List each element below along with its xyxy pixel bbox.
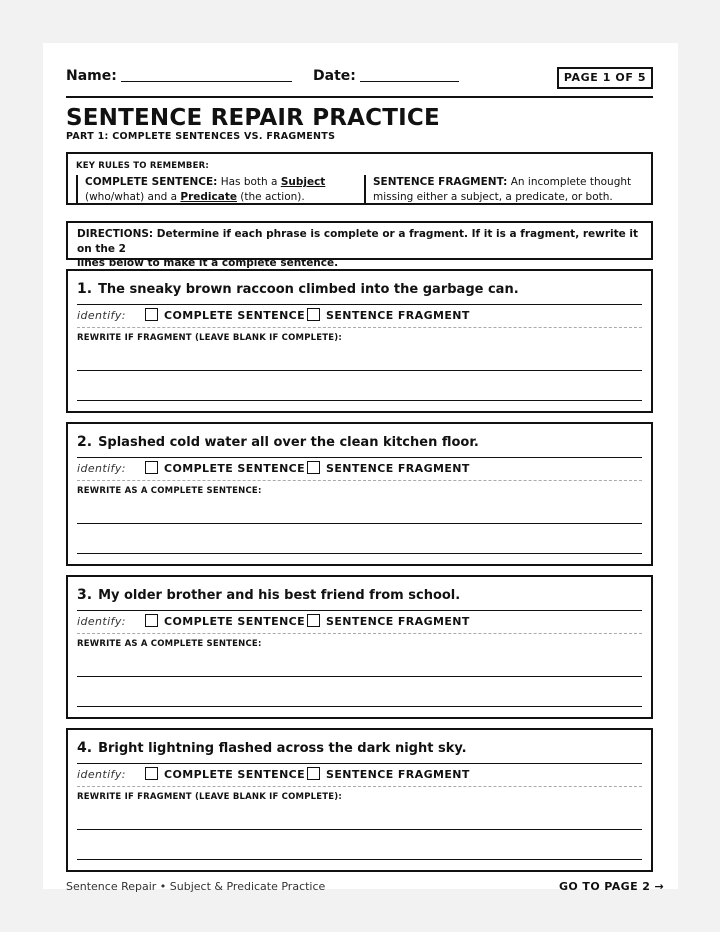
complete-option[interactable] — [145, 308, 305, 322]
date-label: Date: — [313, 68, 356, 84]
rewrite-label: REWRITE IF FRAGMENT (LEAVE BLANK IF COMPLETE): — [77, 333, 342, 343]
rewrite-line-1[interactable] — [77, 829, 642, 830]
rewrite-line-1[interactable] — [77, 370, 642, 371]
question-sentence: Bright lightning flashed across the dark night sky. — [98, 741, 467, 756]
rewrite-line-1[interactable] — [77, 676, 642, 677]
question-box-2 — [66, 422, 653, 566]
identify-label: identify: — [77, 768, 126, 781]
complete-sentence-rule — [76, 175, 356, 205]
question-divider — [77, 610, 642, 611]
directions-line-1: DIRECTIONS: Determine if each phrase is complete or a fragment. If it is a fragment, rewrite it on the 2 — [77, 228, 639, 255]
complete-option-label: COMPLETE SENTENCE — [164, 309, 306, 322]
identify-row — [77, 765, 642, 787]
next-page-link[interactable]: GO TO PAGE 2 → — [559, 880, 665, 893]
fragment-rule — [364, 175, 644, 205]
complete-text-a: Has both a — [217, 176, 281, 188]
fragment-option[interactable] — [307, 308, 470, 322]
footer-title: Sentence Repair • Subject & Predicate Practice — [66, 880, 326, 893]
rewrite-label: REWRITE IF FRAGMENT (LEAVE BLANK IF COMPLETE): — [77, 792, 342, 802]
identify-label: identify: — [77, 309, 126, 322]
fragment-option[interactable] — [307, 461, 470, 475]
key-rules-box — [66, 152, 653, 205]
fragment-term: SENTENCE FRAGMENT: — [373, 176, 508, 188]
complete-checkbox[interactable] — [145, 614, 158, 627]
header-divider — [66, 96, 653, 98]
fragment-option-label: SENTENCE FRAGMENT — [326, 309, 470, 322]
question-number: 4. — [77, 740, 93, 756]
identify-row — [77, 459, 642, 481]
identify-row — [77, 612, 642, 634]
page-title: SENTENCE REPAIR PRACTICE — [66, 105, 440, 131]
question-divider — [77, 304, 642, 305]
identify-label: identify: — [77, 615, 126, 628]
question-prompt — [77, 740, 467, 756]
question-sentence: The sneaky brown raccoon climbed into the garbage can. — [98, 282, 519, 297]
complete-option-label: COMPLETE SENTENCE — [164, 768, 306, 781]
rewrite-line-2[interactable] — [77, 400, 642, 401]
fragment-checkbox[interactable] — [307, 461, 320, 474]
complete-checkbox[interactable] — [145, 767, 158, 780]
fragment-option-label: SENTENCE FRAGMENT — [326, 462, 470, 475]
rewrite-line-2[interactable] — [77, 706, 642, 707]
identify-row — [77, 306, 642, 328]
fragment-checkbox[interactable] — [307, 308, 320, 321]
fragment-text-b: missing either a subject, a predicate, or both. — [373, 191, 613, 203]
directions-line-2: lines below to make it a complete sentence. — [77, 257, 339, 269]
worksheet-page — [43, 43, 678, 893]
directions-box — [66, 221, 653, 269]
fragment-option[interactable] — [307, 767, 470, 781]
complete-option-label: COMPLETE SENTENCE — [164, 462, 306, 475]
complete-option[interactable] — [145, 461, 305, 475]
question-number: 2. — [77, 434, 93, 450]
fragment-checkbox[interactable] — [307, 614, 320, 627]
complete-checkbox[interactable] — [145, 308, 158, 321]
rewrite-line-2[interactable] — [77, 859, 642, 860]
complete-option[interactable] — [145, 767, 305, 781]
question-divider — [77, 457, 642, 458]
question-box-4 — [66, 728, 653, 872]
key-rules-heading: KEY RULES TO REMEMBER: — [76, 161, 209, 171]
question-box-1 — [66, 269, 653, 413]
rewrite-label: REWRITE AS A COMPLETE SENTENCE: — [77, 486, 262, 496]
fragment-text-a: An incomplete thought — [507, 176, 632, 188]
name-label: Name: — [66, 68, 117, 84]
page-subtitle: PART 1: COMPLETE SENTENCES VS. FRAGMENTS — [66, 131, 336, 142]
fragment-option[interactable] — [307, 614, 470, 628]
fragment-checkbox[interactable] — [307, 767, 320, 780]
question-sentence: My older brother and his best friend from school. — [98, 588, 461, 603]
question-box-3 — [66, 575, 653, 719]
question-number: 3. — [77, 587, 93, 603]
fragment-option-label: SENTENCE FRAGMENT — [326, 615, 470, 628]
complete-option[interactable] — [145, 614, 305, 628]
name-field-line[interactable] — [121, 81, 292, 82]
date-field-line[interactable] — [360, 81, 459, 82]
fragment-option-label: SENTENCE FRAGMENT — [326, 768, 470, 781]
complete-checkbox[interactable] — [145, 461, 158, 474]
rewrite-line-1[interactable] — [77, 523, 642, 524]
rewrite-label: REWRITE AS A COMPLETE SENTENCE: — [77, 639, 262, 649]
question-sentence: Splashed cold water all over the clean kitchen floor. — [98, 435, 479, 450]
complete-text-c: (the action). — [236, 191, 305, 203]
question-divider — [77, 763, 642, 764]
rewrite-line-2[interactable] — [77, 553, 642, 554]
complete-option-label: COMPLETE SENTENCE — [164, 615, 306, 628]
complete-term: COMPLETE SENTENCE: — [85, 176, 218, 188]
predicate-term: Predicate — [180, 191, 237, 203]
question-prompt — [77, 434, 479, 450]
question-prompt — [77, 587, 460, 603]
complete-text-b: (who/what) and a — [85, 191, 181, 203]
page-badge: PAGE 1 OF 5 — [557, 67, 653, 89]
subject-term: Subject — [280, 176, 326, 188]
identify-label: identify: — [77, 462, 126, 475]
question-prompt — [77, 281, 519, 297]
question-number: 1. — [77, 281, 93, 297]
